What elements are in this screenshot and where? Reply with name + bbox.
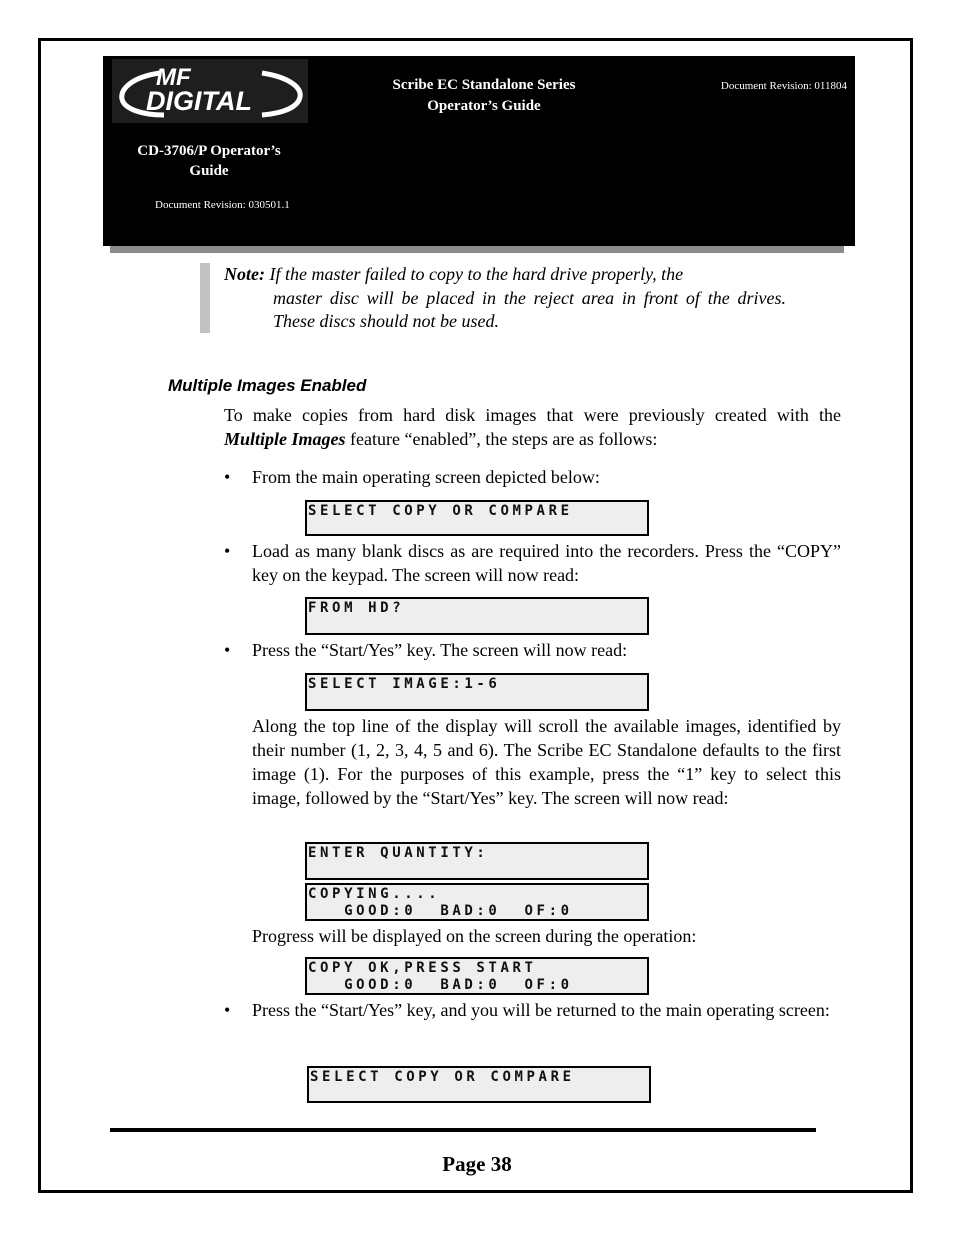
progress-paragraph: Progress will be displayed on the screen during the operation: [252,926,697,946]
list-item-text: From the main operating screen depicted below: [252,467,600,487]
bullet-symbol: • [224,541,231,561]
note-label: Note: [224,264,265,284]
note-block [224,263,786,334]
note-first-line: If the master failed to copy to the hard drive properly, the [269,264,684,284]
section-heading: Multiple Images Enabled [168,376,367,395]
header-title [353,75,615,117]
bullet-symbol: • [224,1000,231,1020]
document-revision-right: Document Revision: 011804 [720,80,847,92]
lcd-screen-main: SELECT COPY OR COMPARE [305,500,649,536]
list-item-text: Press the “Start/Yes” key. The screen will now read: [252,640,628,660]
scroll-images-paragraph: Along the top line of the display will scroll the available images, identified by their number (1, 2, 3, 4, 5 and 6). The Scribe EC Standalone defaults to the first image (1). For the purposes of this example, press the “1” key to select this image, followed by the “Start/Yes” key. The screen will now read: [252,716,841,808]
document-revision-left: Document Revision: 030501.1 [155,199,290,211]
lcd-screen-from-hd: FROM HD? [305,597,649,635]
lcd-screen-enter-quantity: ENTER QUANTITY: [305,842,649,880]
note-rest: master disc will be placed in the reject area in front of the drives. These discs should not be used. [273,287,786,331]
document-header [103,56,855,246]
header-subtitle-line1: CD-3706/P Operator’s [137,143,281,159]
lcd-screen-select-image: SELECT IMAGE:1-6 [305,673,649,711]
list-item-text: Press the “Start/Yes” key, and you will be returned to the main operating screen: [252,1000,830,1020]
header-title-line2: Operator’s Guide [427,98,541,114]
intro-text-a: To make copies from hard disk images that were previously created with the [224,405,841,425]
header-subtitle-line2: Guide [189,163,229,179]
lcd-screen-copy-ok: COPY OK,PRESS START GOOD:0 BAD:0 OF:0 [305,957,649,995]
intro-text-b: feature “enabled”, the steps are as follows: [350,429,658,449]
bullet-symbol: • [224,640,231,660]
note-sidebar [200,263,210,333]
mf-digital-logo [112,59,308,123]
header-title-line1: Scribe EC Standalone Series [392,77,576,93]
page-number: Page 38 [442,1152,512,1176]
svg-text:DIGITAL: DIGITAL [146,86,252,116]
header-shadow [110,246,844,253]
intro-paragraph [224,403,841,451]
footer-rule [110,1128,816,1132]
lcd-screen-main-return: SELECT COPY OR COMPARE [307,1066,651,1103]
header-subtitle [119,141,299,181]
intro-emphasis: Multiple Images [224,429,346,449]
list-item-text: Load as many blank discs as are required into the recorders. Press the “COPY” key on the keypad. The screen will now read: [252,541,841,585]
bullet-symbol: • [224,467,231,487]
lcd-screen-copying: COPYING.... GOOD:0 BAD:0 OF:0 [305,883,649,921]
svg-text:MF: MF [156,64,191,91]
